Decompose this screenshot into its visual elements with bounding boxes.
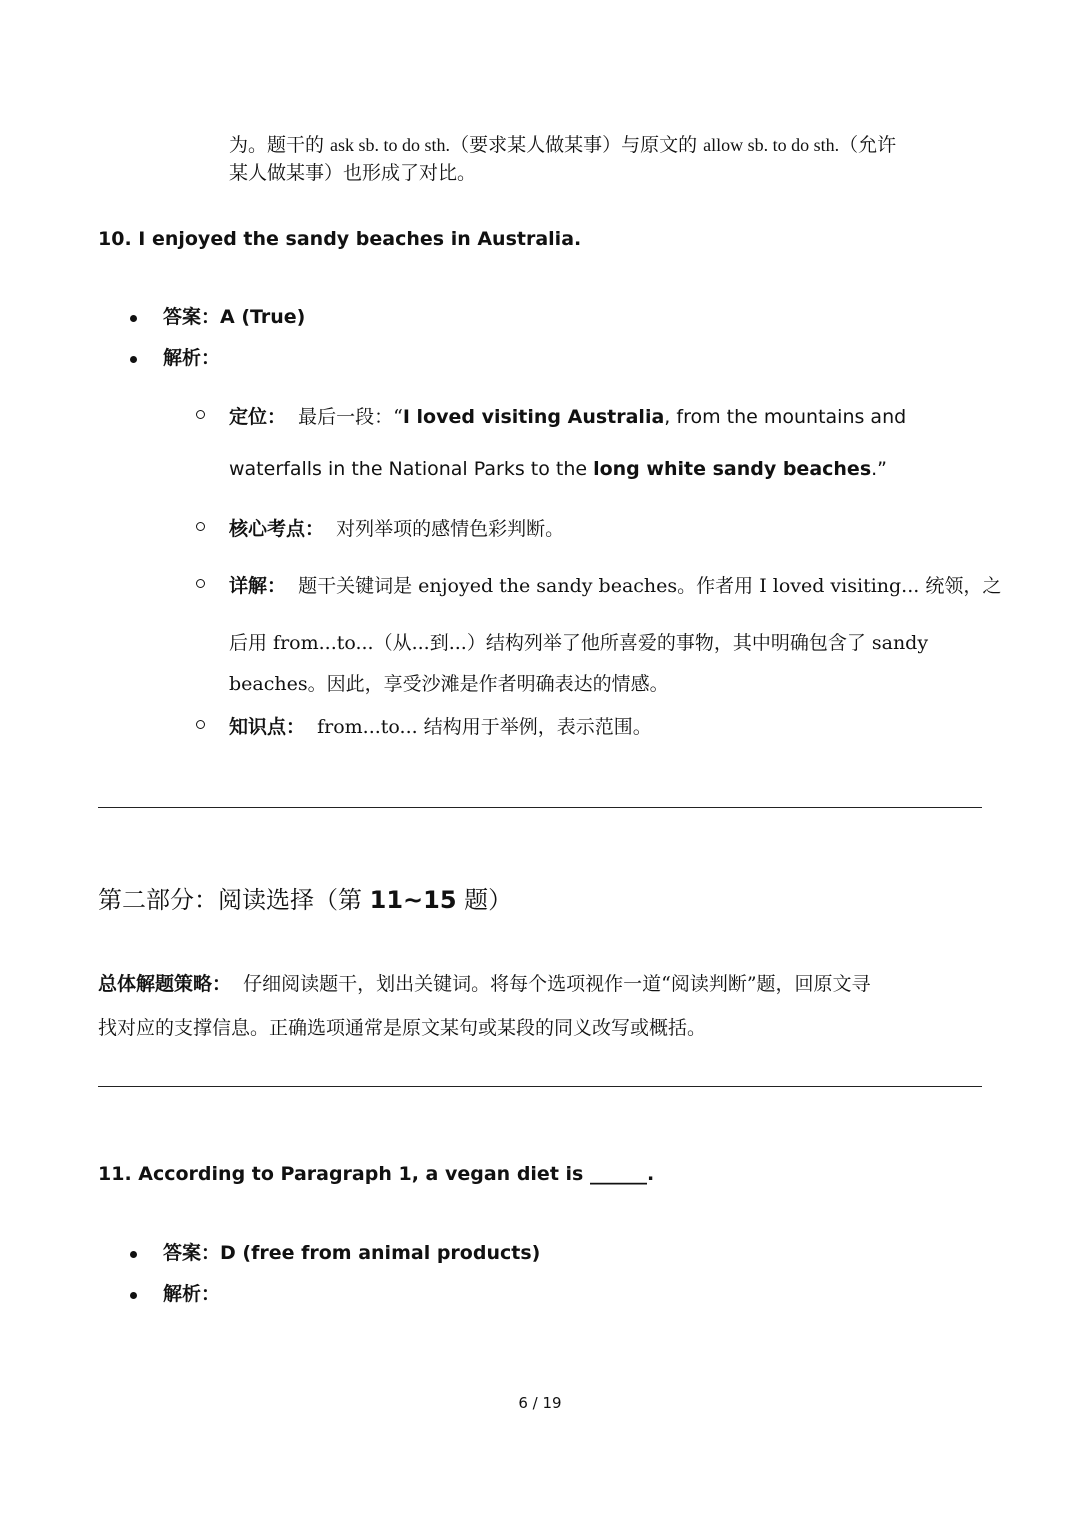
divider [98, 807, 982, 808]
part-2-heading: 第二部分：阅读选择（第 11~15 题） [98, 886, 513, 914]
circle-bullet-icon [196, 522, 205, 531]
q10-answer: A (True) [220, 306, 306, 328]
q10-knowledge-item: 知识点： from...to... 结构用于举例，表示范围。 [196, 712, 996, 738]
q10-analysis-item: 解析： [130, 346, 730, 372]
q10-locate-item: 定位： 最后一段：“I loved visiting Australia, from the mountains and waterfalls in the National Parks to the long white sandy beaches.” [196, 402, 996, 482]
divider [98, 1086, 982, 1087]
q11-answer: D (free from animal products) [220, 1242, 541, 1264]
q11-analysis-item: 解析： [130, 1282, 730, 1308]
q10-core-item: 核心考点： 对列举项的感情色彩判断。 [196, 514, 996, 540]
bullet-icon [130, 315, 137, 322]
bullet-icon [130, 356, 137, 363]
question-11-title: 11. According to Paragraph 1, a vegan diet is ______. [98, 1163, 655, 1185]
question-10-title: 10. I enjoyed the sandy beaches in Australia. [98, 228, 582, 250]
strategy-label: 总体解题策略： [98, 973, 232, 995]
bullet-icon [130, 1251, 137, 1258]
q10-detail-item: 详解： 题干关键词是 enjoyed the sandy beaches。作者用 I loved visiting... 统领，之 后用 from...to...（从...到...）结构列举了他所喜爱的事物，其中明确包含了 sandy beaches。因此，享受沙滩是作者明确表达的情感。 [196, 571, 996, 701]
continuation-line-1: 为。题干的 ask sb. to do sth.（要求某人做某事）与原文的 allow sb. to do sth.（允许 [229, 134, 897, 156]
circle-bullet-icon [196, 720, 205, 729]
continuation-line-2: 某人做某事）也形成了对比。 [229, 162, 477, 184]
q11-answer-item: 答案：D (free from animal products) [130, 1241, 830, 1267]
bullet-icon [130, 1292, 137, 1299]
strategy-paragraph: 总体解题策略： 仔细阅读题干，划出关键词。将每个选项视作一道“阅读判断”题，回原文寻 找对应的支撑信息。正确选项通常是原文某句或某段的同义改写或概括。 [98, 973, 871, 1039]
circle-bullet-icon [196, 579, 205, 588]
q10-answer-item: 答案：A (True) [130, 305, 730, 331]
continuation-paragraph [229, 131, 989, 187]
circle-bullet-icon [196, 410, 205, 419]
page-number: 6 / 19 [518, 1394, 562, 1412]
